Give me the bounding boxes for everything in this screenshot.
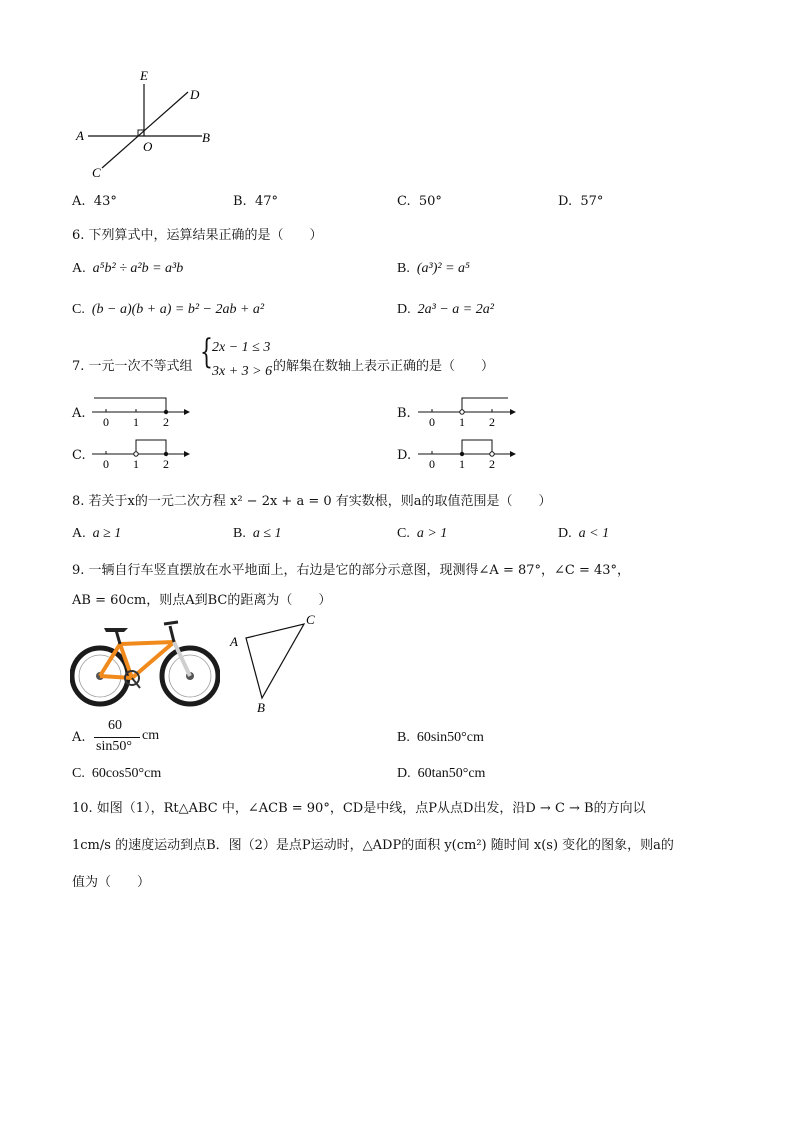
tick-2: 2 [163, 415, 169, 429]
q9-option-b[interactable]: B. 60sin50°cm [397, 730, 484, 745]
angle-figure [70, 64, 230, 184]
tick-0: 0 [103, 457, 109, 471]
q9-option-d[interactable]: D. 60tan50°cm [397, 766, 486, 781]
label-O: O [143, 139, 153, 154]
q5-option-c[interactable]: C. 50° [397, 194, 442, 209]
label-C: C [92, 165, 101, 180]
q10-line3: 值为（ ） [72, 875, 151, 890]
triangle-figure [226, 608, 326, 718]
q7-option-b-letter[interactable]: B. [397, 406, 411, 421]
q9-option-a[interactable]: A. 60 sin50° cm [72, 718, 160, 754]
tick-0: 0 [103, 415, 109, 429]
system-brace: { [200, 332, 213, 372]
q7-stem-prefix: 7. 一元一次不等式组 [72, 359, 193, 374]
q6-option-a[interactable]: A. a⁵b² ÷ a²b = a³b [72, 261, 184, 276]
q7-option-a-letter[interactable]: A. [72, 406, 86, 421]
q7-option-b-numberline[interactable] [414, 392, 518, 432]
tick-2: 2 [489, 457, 495, 471]
label-C: C [306, 612, 315, 627]
bicycle-image [70, 614, 220, 710]
label-D: D [190, 87, 200, 102]
fraction-bar [94, 737, 140, 738]
q7-inequality-2: 3x + 3 > 6 [212, 364, 273, 379]
q5-option-a[interactable]: A. 43° [72, 194, 117, 209]
label-B: B [257, 700, 265, 715]
label-B: B [202, 130, 210, 145]
fraction-denominator: sin50° [96, 739, 132, 754]
q9-stem-line2: AB = 60cm，则点A到BC的距离为（ ） [72, 593, 332, 608]
tick-1: 1 [133, 457, 139, 471]
tick-0: 0 [429, 415, 435, 429]
q6-option-c[interactable]: C. (b − a)(b + a) = b² − 2ab + a² [72, 302, 265, 317]
tick-2: 2 [163, 457, 169, 471]
q7-option-d-numberline[interactable] [414, 434, 518, 474]
q10-line1: 10. 如图（1），Rt△ABC 中，∠ACB = 90°，CD是中线，点P从点D出发，沿D → C → B的方向以 [72, 801, 646, 816]
q7-inequality-1: 2x − 1 ≤ 3 [212, 340, 271, 355]
tick-1: 1 [133, 415, 139, 429]
q6-stem: 6. 下列算式中，运算结果正确的是（ ） [72, 228, 323, 243]
q5-option-b[interactable]: B. 47° [233, 194, 278, 209]
q8-option-a[interactable]: A. a ≥ 1 [72, 526, 122, 541]
tick-1: 1 [459, 415, 465, 429]
q8-option-b[interactable]: B. a ≤ 1 [233, 526, 282, 541]
q7-option-a-numberline[interactable] [88, 392, 192, 432]
tick-0: 0 [429, 457, 435, 471]
q9-option-c[interactable]: C. 60cos50°cm [72, 766, 162, 781]
tick-1: 1 [459, 457, 465, 471]
q7-option-d-letter[interactable]: D. [397, 448, 412, 463]
tick-2: 2 [489, 415, 495, 429]
q8-stem: 8. 若关于x的一元二次方程 x² − 2x + a = 0 有实数根，则a的取值范围是（ ） [72, 494, 552, 509]
q8-option-d[interactable]: D. a < 1 [558, 526, 610, 541]
q10-line2: 1cm/s 的速度运动到点B．图（2）是点P运动时，△ADP的面积 y(cm²) 随时间 x(s) 变化的图象，则a的 [72, 838, 674, 853]
q8-option-c[interactable]: C. a > 1 [397, 526, 448, 541]
fraction-numerator: 60 [108, 718, 122, 733]
q6-option-d[interactable]: D. 2a³ − a = 2a² [397, 302, 494, 317]
q7-option-c-letter[interactable]: C. [72, 448, 86, 463]
label-E: E [140, 68, 148, 83]
label-A: A [230, 634, 238, 649]
q7-stem-suffix: 的解集在数轴上表示正确的是（ ） [273, 359, 495, 374]
label-A: A [76, 128, 84, 143]
q5-option-d[interactable]: D. 57° [558, 194, 604, 209]
q7-option-c-numberline[interactable] [88, 434, 192, 474]
q6-option-b[interactable]: B. (a³)² = a⁵ [397, 261, 470, 276]
q9-stem-line1: 9. 一辆自行车竖直摆放在水平地面上，右边是它的部分示意图，现测得∠A = 87°，∠C = 43°， [72, 563, 631, 578]
